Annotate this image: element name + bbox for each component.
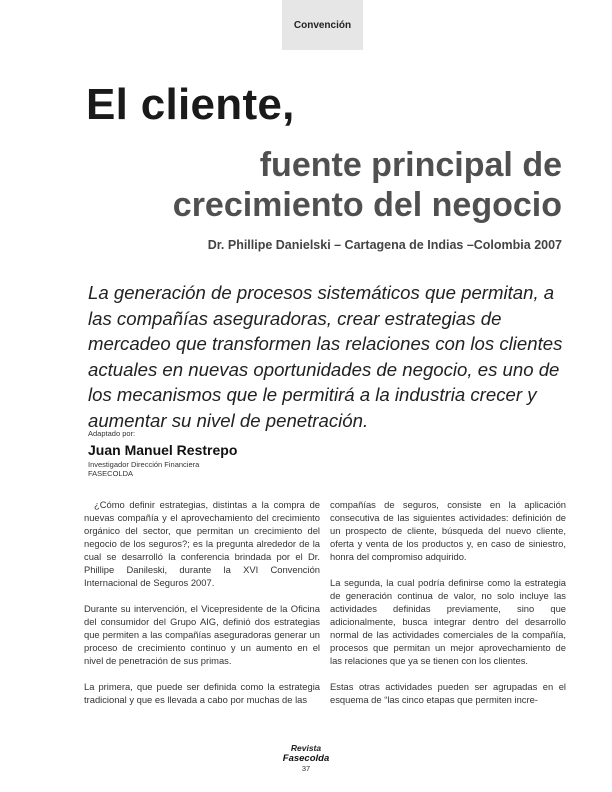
- subtitle-line-1: fuente principal de: [259, 146, 562, 184]
- article-subtitle: [173, 145, 562, 225]
- footer: [0, 743, 612, 774]
- adapted-by-label: Adaptado por:: [88, 429, 136, 438]
- article-title: El cliente,: [86, 80, 295, 129]
- author-name: Juan Manuel Restrepo: [88, 442, 238, 458]
- body-column-right: [330, 498, 566, 719]
- author-role: Investigador Dirección Financiera: [88, 460, 200, 469]
- body-paragraph: compañías de seguros, consiste en la aplicación consecutiva de las siguientes actividades: definición de un prospecto de cliente, búsqueda del nuevo cliente, oferta y venta de los productos y, en caso de siniestro, honra del compromiso adquirido.: [330, 499, 566, 562]
- byline: Dr. Phillipe Danielski – Cartagena de Indias –Colombia 2007: [207, 238, 562, 252]
- section-label: Convención: [293, 19, 352, 31]
- magazine-logo-line2: Fasecolda: [282, 753, 330, 764]
- body-paragraph: La segunda, la cual podría definirse como la estrategia de generación continua de valor, no solo incluye las actividades definidas previamente, sino que adicionalmente, busca integrar dentro del desarrollo normal de las actividades comerciales de la compañía, procesos que permitan un mejor aprovechamiento de las relaciones que ya se tienen con los clientes.: [330, 577, 566, 666]
- body-column-left: [84, 498, 320, 719]
- lead-paragraph: La generación de procesos sistemáticos que permitan, a las compañías aseguradoras, crear estrategias de mercadeo que transformen las relaciones con los clientes actuales en nuevas oportunidades de negocio, es uno de los mecanismos que le permitirá a la industria crecer y aumentar su nivel de penetración.: [88, 282, 563, 431]
- magazine-logo-line1: Revista: [290, 743, 322, 753]
- subtitle-line-2: crecimiento del negocio: [172, 186, 562, 224]
- body-paragraph: ¿Cómo definir estrategias, distintas a la compra de nuevas compañía y el aprovechamiento del crecimiento orgánico del sector, que permitan un crecimiento del negocio de los seguros?; es la pregunta alrededor de la cual se desarrolló la conferencia brindada por el Dr. Phillipe Danileski, durante la XVI Convención Internacional de Seguros 2007.: [84, 499, 320, 588]
- author-organization: FASECOLDA: [88, 469, 134, 478]
- section-tab: [282, 0, 363, 50]
- body-paragraph: Durante su intervención, el Vicepresidente de la Oficina del consumidor del Grupo AIG, definió dos estrategias que permiten a las compañías aseguradoras generar un proceso de crecimiento continuo y un aumento en el nivel de penetración de sus primas.: [84, 603, 320, 666]
- body-paragraph: Estas otras actividades pueden ser agrupadas en el esquema de “las cinco etapas que permiten incre-: [330, 681, 566, 705]
- page-number: 37: [301, 764, 311, 773]
- body-paragraph: La primera, que puede ser definida como la estrategia tradicional y que es llevada a cabo por muchas de las: [84, 681, 320, 705]
